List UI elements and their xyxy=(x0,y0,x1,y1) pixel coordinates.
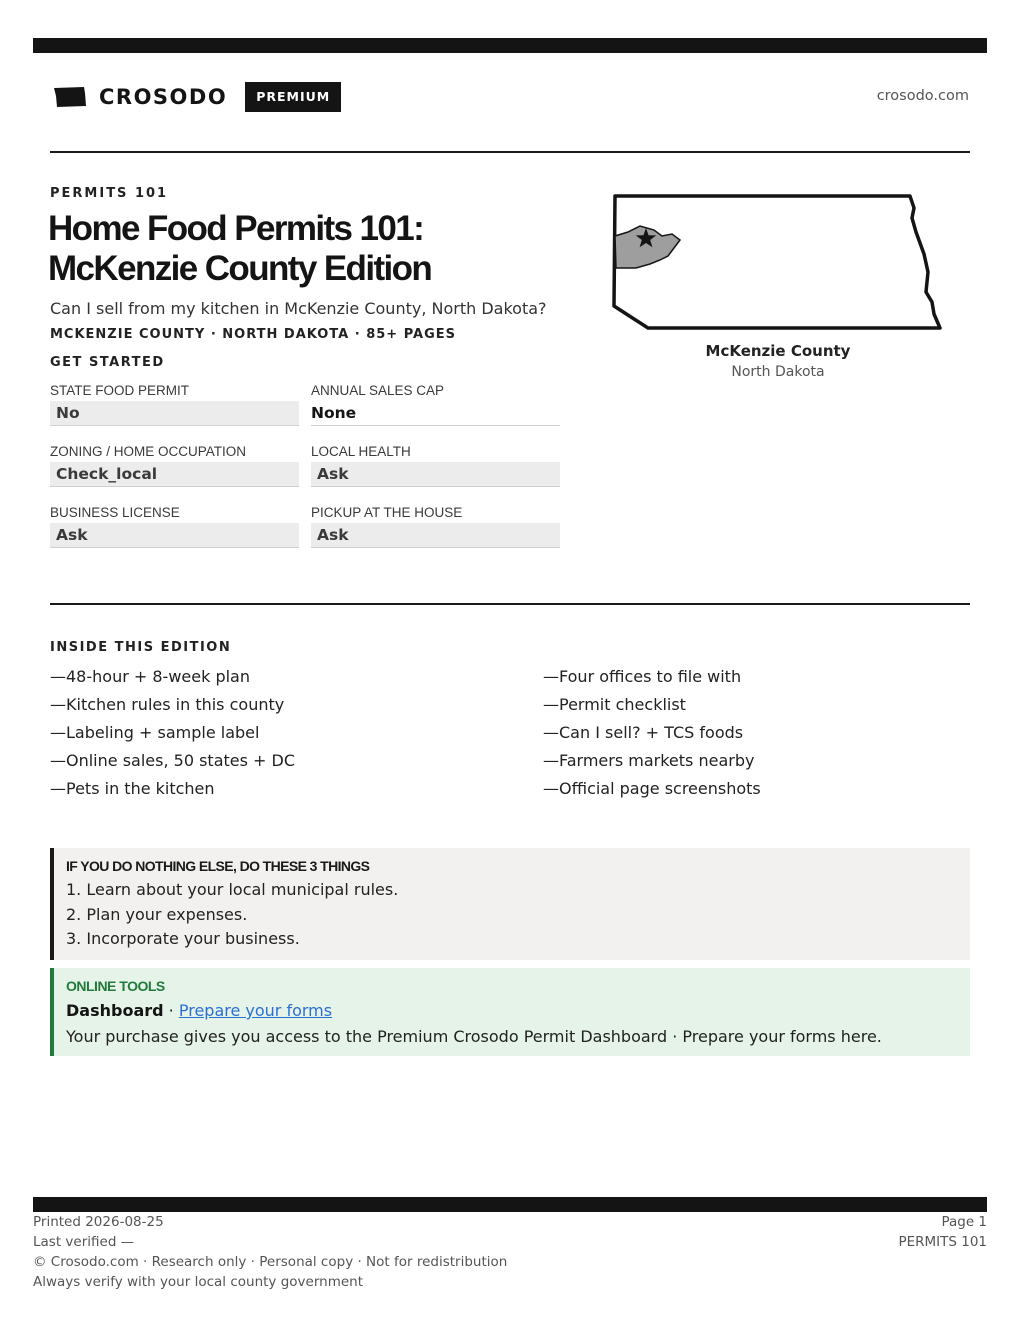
get-started-heading: GET STARTED xyxy=(50,355,165,370)
last-verified: Last verified — xyxy=(33,1234,135,1250)
online-tools-title: ONLINE TOOLS xyxy=(66,978,165,994)
fact-value: No xyxy=(50,401,299,426)
inside-list-right xyxy=(543,666,761,806)
brand[interactable] xyxy=(53,82,341,112)
fact-label: STATE FOOD PERMIT xyxy=(50,383,190,398)
must-do-callout xyxy=(50,848,970,960)
online-tools-description: Your purchase gives you access to the Premium Crosodo Permit Dashboard · Prepare your forms here. xyxy=(66,1027,882,1046)
list-item: —Kitchen rules in this county xyxy=(50,695,285,714)
fact-label: ZONING / HOME OCCUPATION xyxy=(50,444,247,459)
state-outline xyxy=(614,196,940,328)
bottom-bar xyxy=(33,1197,987,1212)
separator: · xyxy=(163,1001,179,1020)
dashboard-line xyxy=(66,998,958,1024)
title-line-2: McKenzie County Edition xyxy=(48,249,432,288)
list-item: —Pets in the kitchen xyxy=(50,779,215,798)
fact-zoning xyxy=(50,443,299,492)
map-county-label: McKenzie County xyxy=(705,342,851,360)
fact-value: Check_local xyxy=(50,462,299,487)
fact-value: Ask xyxy=(311,462,560,487)
top-bar xyxy=(33,38,987,53)
inside-heading: INSIDE THIS EDITION xyxy=(50,640,232,655)
fact-value: Ask xyxy=(311,523,560,548)
state-logo-icon xyxy=(53,85,87,109)
fact-label: BUSINESS LICENSE xyxy=(50,505,180,520)
fact-state-food-permit xyxy=(50,382,299,431)
list-item: —Official page screenshots xyxy=(543,779,761,798)
printed-date: Printed 2026-08-25 xyxy=(33,1214,164,1230)
premium-badge: PREMIUM xyxy=(245,82,341,112)
edition-meta: MCKENZIE COUNTY · NORTH DAKOTA · 85+ PAGES xyxy=(50,327,457,342)
page-number: Page 1 xyxy=(941,1214,987,1230)
fact-business-license xyxy=(50,504,299,553)
online-tools-callout xyxy=(50,968,970,1056)
eyebrow: PERMITS 101 xyxy=(50,186,169,201)
map-state-label: North Dakota xyxy=(731,364,825,380)
header-divider xyxy=(50,151,970,153)
prepare-forms-link[interactable]: Prepare your forms xyxy=(178,1001,333,1020)
subtitle: Can I sell from my kitchen in McKenzie County, North Dakota? xyxy=(50,299,547,318)
list-item: —Farmers markets nearby xyxy=(543,751,755,770)
list-item: —Labeling + sample label xyxy=(50,723,260,742)
fact-label: LOCAL HEALTH xyxy=(311,444,411,459)
callout-item: 2. Plan your expenses. xyxy=(66,904,248,924)
list-item: —Online sales, 50 states + DC xyxy=(50,751,296,770)
footer-left xyxy=(33,1212,507,1292)
page-title xyxy=(48,209,588,289)
list-item: —Permit checklist xyxy=(543,695,686,714)
list-item: —Four offices to file with xyxy=(543,667,742,686)
list-item: —Can I sell? + TCS foods xyxy=(543,723,744,742)
footer-right xyxy=(898,1212,987,1252)
callout-item: 3. Incorporate your business. xyxy=(66,929,300,948)
callout-title: IF YOU DO NOTHING ELSE, DO THESE 3 THINGS xyxy=(66,858,370,874)
inside-list-left xyxy=(50,666,295,806)
dashboard-label: Dashboard xyxy=(66,1001,164,1020)
site-url[interactable]: crosodo.com xyxy=(876,88,969,104)
section-divider xyxy=(50,603,970,605)
title-line-1: Home Food Permits 101: xyxy=(48,209,424,248)
state-map xyxy=(610,190,946,336)
brand-name: CROSODO xyxy=(99,85,228,109)
fact-pickup xyxy=(311,504,560,553)
fact-label: ANNUAL SALES CAP xyxy=(311,383,445,398)
list-item: —48-hour + 8-week plan xyxy=(50,667,250,686)
fact-local-health xyxy=(311,443,560,492)
fact-label: PICKUP AT THE HOUSE xyxy=(311,505,463,520)
footer-section: PERMITS 101 xyxy=(898,1234,987,1250)
verify-note: Always verify with your local county government xyxy=(33,1274,363,1290)
fact-value: Ask xyxy=(50,523,299,548)
copyright: © Crosodo.com · Research only · Personal copy · Not for redistribution xyxy=(33,1254,508,1270)
fact-annual-sales-cap xyxy=(311,382,560,431)
fact-value: None xyxy=(311,401,560,426)
facts-grid xyxy=(50,382,560,553)
callout-item: 1. Learn about your local municipal rules. xyxy=(66,880,399,899)
